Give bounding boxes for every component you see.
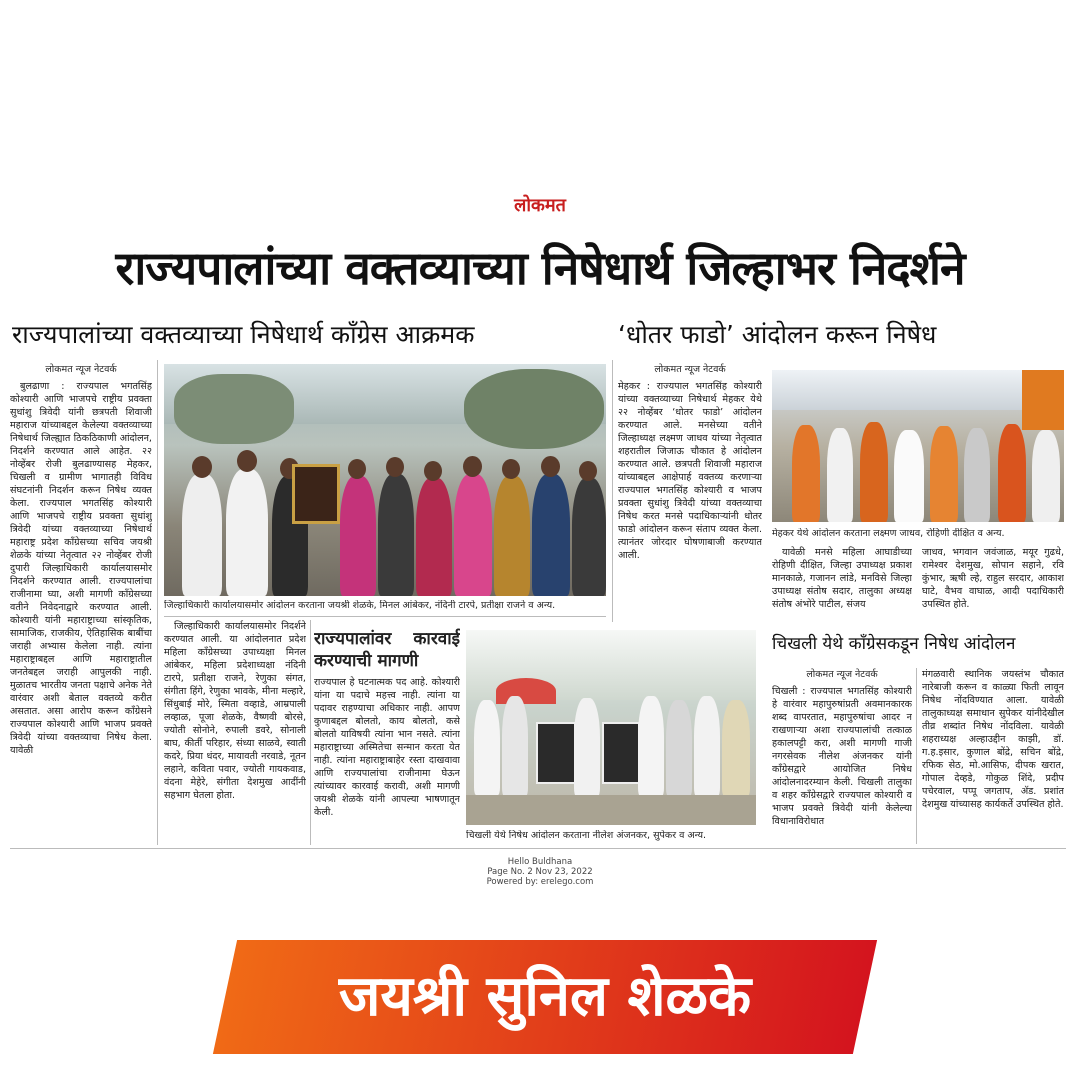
name-banner-text: जयश्री सुनिल शेळके bbox=[338, 964, 752, 1029]
story-paragraph: चिखली : राज्यपाल भगतसिंह कोश्यारी हे वारंवार महापुरुषांप्रती अवमानकारक शब्द वापरतात, महापुरुषांचा आदर न राखणाऱ्या अशा राज्यपालांची तत्काळ हकालपट्टी करा, अशी मागणी गाजी नगरसेवक नीलेश अंजनकर यांनी काँग्रेसद्वारे आयोजित निषेध आंदोलनादरम्यान केली. चिखली तालुका व शहर काँग्रेसद्वारे राज्यपाल कोश्यारी व भाजप प्रवक्ते त्रिवेदी यांनी केलेल्या विधानाविरोधात bbox=[772, 686, 912, 827]
chikhli-story-heading: चिखली येथे काँग्रेसकडून निषेध आंदोलन bbox=[772, 634, 1016, 654]
story-paragraph: मेहकर : राज्यपाल भगतसिंह कोश्यारी यांच्या वक्तव्याच्या निषेधार्थ मेहकर येथे २२ नोव्हेंबर ‘धोतर फाडो’ आंदोलन करण्यात आले. मनसेच्या वतीने जिल्हाध्यक्ष लक्ष्मण जाधव यांच्या नेतृत्वात शहरातील जिजाऊ चौकात हे आंदोलन करण्यात आले. छत्रपती शिवाजी महाराज यांच्याबद्दल आक्षेपार्ह वक्तव्य करणाऱ्या राज्यपाल भगतसिंह कोश्यारी व भाजप प्रवक्ता सुधांशु त्रिवेदी यांच्या वक्तव्याचा निषेध करत मनसे पदाधिकाऱ्यांनी धोतर फाडो आंदोलन करून संताप व्यक्त केला. त्यानंतर जोरदार घोषणाबाजी करण्यात आली. bbox=[618, 381, 762, 561]
right-story-column-3 bbox=[922, 546, 1064, 630]
byline: लोकमत न्यूज नेटवर्क bbox=[45, 364, 117, 375]
story-paragraph: मंगळवारी स्थानिक जयस्तंभ चौकात नारेबाजी करून व काळ्या फिती लावून निषेध नोंदविण्यात आला. यावेळी तालुकाध्यक्ष समाधान सुपेकर यांनीदेखील तीव्र शब्दांत निषेध नोंदविला. यावेळी शहराध्यक्ष अल्हाउद्दीन काझी, डॉ. ग.ह.इसार, कुणाल बोंद्रे, सचिन बोंद्रे, रफिक सेठ, मो.आसिफ, दीपक खरात, गोपाल देव्हडे, गोकुळ शिंदे, प्रदीप पचेरवाल, पप्पू जगताप, ॲड. प्रशांत देशमुख यांच्यासह कार्यकर्ते उपस्थित होते. bbox=[922, 669, 1064, 810]
sub-heading: राज्यपालांवर कारवाई करण्याची मागणी bbox=[314, 629, 460, 671]
footer-page-date: Page No. 2 Nov 23, 2022 bbox=[487, 867, 593, 877]
byline: लोकमत न्यूज नेटवर्क bbox=[654, 364, 726, 375]
left-story-column-2 bbox=[164, 620, 306, 845]
right-photo-caption: मेहकर येथे आंदोलन करताना लक्ष्मण जाधव, रोहिणी दीक्षित व अन्य. bbox=[772, 528, 1005, 539]
left-photo-caption: जिल्हाधिकारी कार्यालयासमोर आंदोलन करताना जयश्री शेळके, मिनल आंबेकर, नंदिनी टारपे, प्रतीक्षा राजने व अन्य. bbox=[164, 600, 556, 611]
story-paragraph: जिल्हाधिकारी कार्यालयासमोर निदर्शने करण्यात आली. या आंदोलनात प्रदेश महिला काँग्रेसच्या उपाध्यक्षा मिनल आंबेकर, महिला प्रदेशाध्यक्षा नंदिनी टारपे, प्रतीक्षा राजने, रेणुका संगत, संगीता हिंगे, रेणुका भावके, मीना मल्हारे, सिंधुबाई मोरे, स्मिता वव्हाडे, आम्रपाली लव्हाळ, पूजा शेळके, वैष्णवी बोरसे, ज्योती सोनोने, रुपाली डवरे, सोनाली बाघ, कीर्ती परिहार, संध्या साळवे, स्वाती कदरे, प्रिया धंदर, मायावती नरवाडे, नूतन लहाने, कविता पवार, ज्योती गायकवाड, वंदना मेहेरे, संगीता देशमुख आदींनी सहभाग घेतला होता. bbox=[164, 621, 306, 801]
left-story-column-3 bbox=[314, 628, 460, 845]
chikhli-story-column-1 bbox=[772, 668, 912, 846]
story-paragraph: जाधव, भगवान जवंजाळ, मयूर गुढधे, रामेश्वर देशमुख, सोपान सहाने, रवि कुंभार, ऋषी ल्हे, राहुल सरदार, आकाश घाटे, वैभव वाघाळ, आदी पदाधिकारी उपस्थित होते. bbox=[922, 547, 1064, 610]
column-divider bbox=[916, 668, 917, 844]
right-story-heading: ‘धोतर फाडो’ आंदोलन करून निषेध bbox=[618, 320, 937, 349]
column-divider bbox=[612, 360, 613, 622]
story-paragraph: यावेळी मनसे महिला आघाडीच्या रोहिणी दीक्षित, जिल्हा उपाध्यक्ष प्रकाश मानकाळे, गजानन लांडे, मनविसे जिल्हा उपाध्यक्ष संतोष सदार, तालुका अध्यक्ष संतोष अंभोरे पाटील, संजय bbox=[772, 547, 912, 610]
right-story-column-1 bbox=[618, 363, 762, 621]
protest-photo-mehkar bbox=[772, 370, 1064, 522]
story-paragraph: बुलढाणा : राज्यपाल भगतसिंह कोश्यारी आणि भाजपचे राष्ट्रीय प्रवक्ता सुधांशु त्रिवेदी यांनी छत्रपती शिवाजी महाराज यांच्याबद्दल केलेल्या वक्तव्याच्या निषेधार्थ जिल्ह्यात ठिकठिकाणी आंदोलन, निदर्शने करण्यात आले आहेत. २२ नोव्हेंबर रोजी बुलढाण्यासह मेहकर, चिखली व ग्रामीण भागातही विविध संघटनांनी निदर्शन करून निषेध व्यक्त केला. राज्यपाल भगतसिंह कोश्यारी आणि भाजपचे राष्ट्रीय प्रवक्ता सुधांशु त्रिवेदी यांच्या वक्तव्याच्या निषेधार्थ महाराष्ट्र प्रदेश काँग्रेसच्या सचिव जयश्री शेळके यांच्या नेतृत्वात २२ नोव्हेंबर रोजी दुपारी जिल्हाधिकारी कार्यालयासमोर निदर्शने करण्यात आली. राज्यपालांचा राजीनामा घ्या, अशी मागणी काँग्रेसच्या वतीने निवेदनाद्वारे करण्यात आली. कोश्यारी यांनी महाराष्ट्राच्या सांस्कृतिक, सामाजिक, राजकीय, ऐतिहासिक बाबींचा जराही अभ्यास केलेला नाही. त्यांना महाराष्ट्राबद्दल आणि महाराष्ट्रातील जनतेबद्दल जराही आपुलकी नाही. मुळातच भारतीय जनता पक्षाचे अनेक नेते वारंवार अशी बेताल वक्तव्ये करीत असतात. असा आरोप करून काँग्रेसने राज्यपाल कोश्यारी आणि भाजप प्रवक्ते त्रिवेदी यांच्या वक्तव्याचा निषेध केला. यावेळी bbox=[10, 381, 152, 756]
left-story-heading: राज्यपालांच्या वक्तव्याच्या निषेधार्थ काँग्रेस आक्रमक bbox=[12, 320, 475, 349]
footer-powered-by: Powered by: erelego.com bbox=[486, 877, 594, 887]
middle-photo-caption: चिखली येथे निषेध आंदोलन करताना नीलेश अंजनकर, सुपेकर व अन्य. bbox=[466, 830, 706, 841]
protest-photo-collector-office bbox=[164, 364, 606, 596]
main-headline: राज्यपालांच्या वक्तव्याच्या निषेधार्थ जिल्हाभर निदर्शने bbox=[115, 241, 965, 295]
footer-publication: Hello Buldhana bbox=[507, 857, 573, 867]
right-story-column-2 bbox=[772, 546, 912, 630]
page-footer bbox=[0, 857, 1080, 887]
left-story-column-1 bbox=[10, 363, 152, 845]
column-divider bbox=[157, 360, 158, 845]
column-divider bbox=[310, 620, 311, 845]
byline: लोकमत न्यूज नेटवर्क bbox=[806, 669, 878, 680]
newspaper-masthead: लोकमत bbox=[514, 195, 566, 216]
caption-divider bbox=[164, 616, 606, 617]
chikhli-story-column-2 bbox=[922, 668, 1064, 846]
protest-photo-chikhli bbox=[466, 630, 756, 825]
story-paragraph: राज्यपाल हे घटनात्मक पद आहे. कोश्यारी यांना या पदाचे महत्त्व नाही. त्यांना या पदावर राहण्याचा अधिकार नाही. आपण कुणाबद्दल बोलतो, काय बोलतो, कसे बोलतो याविषयी त्यांना भान नसते. त्यांना महाराष्ट्राच्या अस्मितेचा सन्मान करता येत नाही. त्यांना महाराष्ट्राबाहेर रस्ता दाखवावा आणि राज्यपालांचा राजीनामा घेऊन त्यांच्यावर कारवाई करावी, अशी मागणी जयश्री शेळके यांनी आपल्या भाषणातून केली. bbox=[314, 677, 460, 818]
page-bottom-rule bbox=[10, 848, 1066, 849]
